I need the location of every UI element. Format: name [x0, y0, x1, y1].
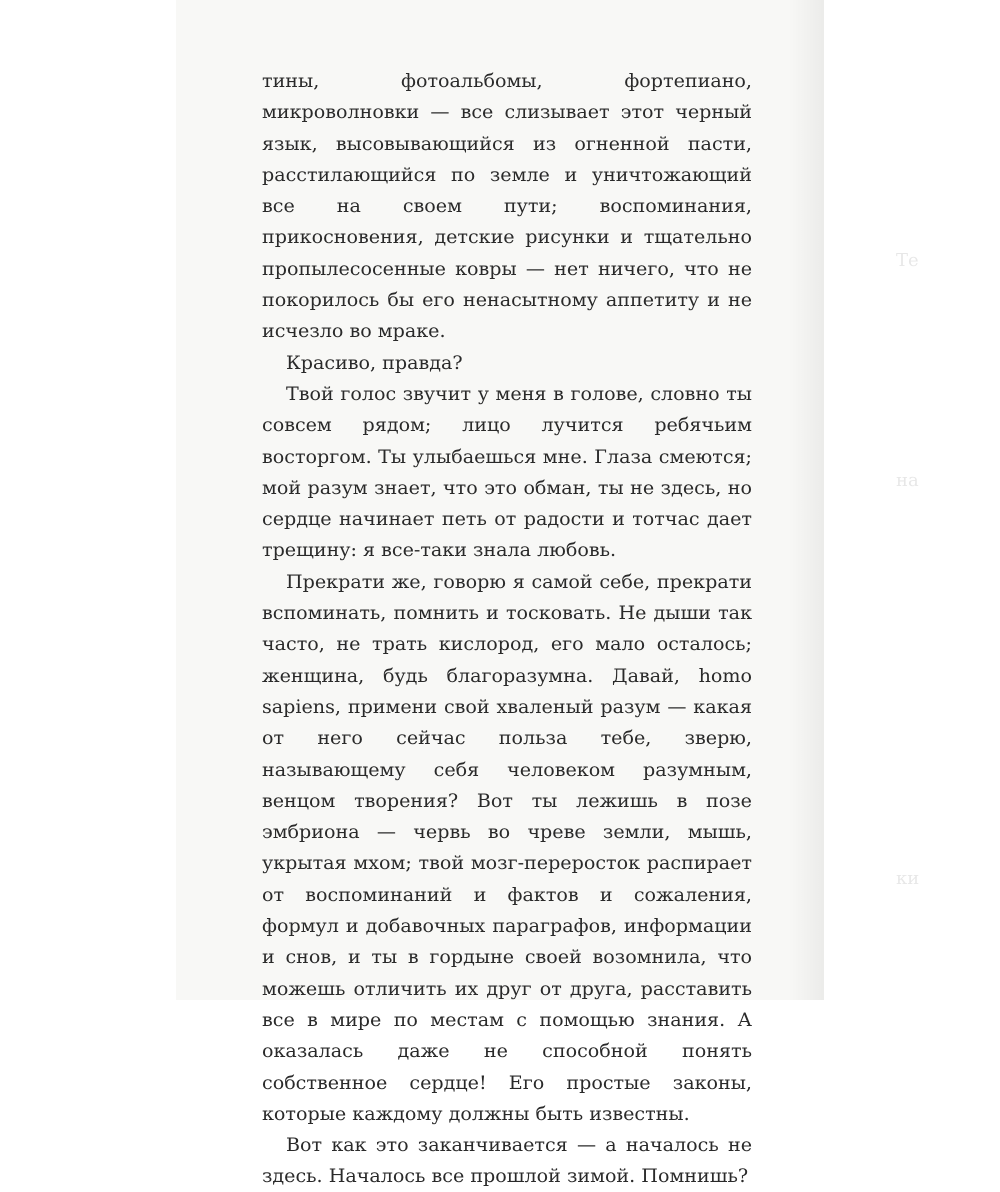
paragraph: тины, фотоальбомы, фортепиано, микроволновки — все слизывает этот черный язык, высовывающийся из огненной пасти, расстилающийся по земле и уничтожающий все на своем пути; воспоминания, прикосновения, детские рисунки и тщательно пропылесосенные ковры — нет ничего, что не покорилось бы его ненасытному аппетиту и не исчезло во мраке.: [262, 69, 752, 343]
paragraph: Прекрати же, говорю я самой себе, прекрати вспоминать, помнить и тосковать. Не дыши так часто, не трать кислород, его мало осталось; женщина, будь благоразумна. Давай, homo sapiens, примени свой хваленый разум — какая от него сейчас польза тебе, зверю, называющему себя человеком разумным, венцом творения? Вот ты лежишь в позе эмбриона — червь во чреве земли, мышь, укрытая мхом; твой мозг-переросток распирает от воспоминаний и фактов и сожаления, формул и добавочных параграфов, информации и снов, и ты в гордыне своей возомнила, что можешь отличить их друг от друга, расставить все в мире по местам с помощью знания. А оказалась даже не способной понять собственное сердце! Его простые законы, которые каждому должны быть известны.: [262, 569, 752, 1125]
page-edge-shadow: [788, 0, 824, 1000]
paragraph: Красиво, правда?: [286, 350, 463, 374]
bleed-through-mark: ки: [896, 868, 920, 889]
bleed-through-mark: Те: [896, 250, 919, 271]
bleed-through-mark: на: [896, 470, 919, 491]
body-text: [262, 65, 752, 1192]
book-page: [176, 0, 920, 1188]
paragraph: Вот как это заканчивается — а началось не здесь. Началось все прошлой зимой. Помнишь?: [262, 1133, 752, 1188]
paragraph: Твой голос звучит у меня в голове, словно ты совсем рядом; лицо лучится ребячьим восторгом. Ты улыбаешься мне. Глаза смеются; мой разум знает, что это обман, ты не здесь, но сердце начинает петь от радости и тотчас дает трещину: я все-таки знала любовь.: [262, 381, 752, 562]
